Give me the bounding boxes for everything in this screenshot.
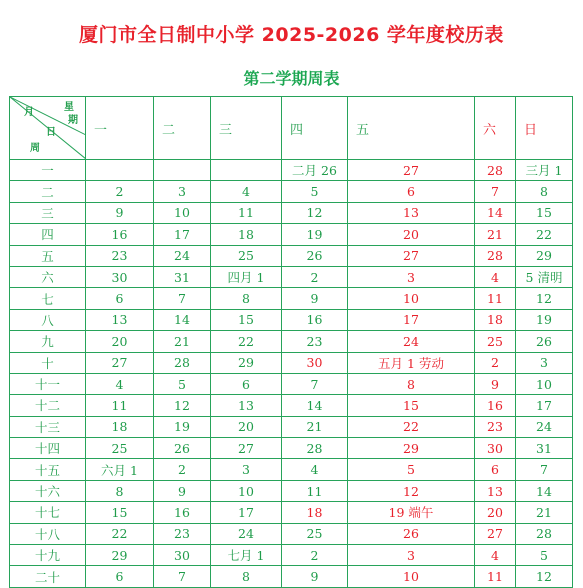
week-row (10, 224, 573, 245)
day-cell: 11 (211, 202, 282, 223)
day-cell: 22 (516, 224, 573, 245)
week-row (10, 331, 573, 352)
header-tuesday: 二 (154, 97, 211, 160)
day-cell: 6 (348, 181, 475, 202)
day-cell: 8 (348, 373, 475, 394)
day-cell: 2 (282, 545, 348, 566)
day-cell: 26 (348, 523, 475, 544)
day-cell: 30 (86, 266, 154, 287)
day-cell: 8 (211, 288, 282, 309)
day-cell: 8 (86, 480, 154, 501)
day-cell: 29 (348, 438, 475, 459)
day-cell: 10 (154, 202, 211, 223)
week-number-cell: 十八 (10, 523, 86, 544)
week-row (10, 309, 573, 330)
week-number-cell: 十九 (10, 545, 86, 566)
day-cell: 25 (211, 245, 282, 266)
day-cell: 6 (475, 459, 516, 480)
day-cell: 4 (475, 545, 516, 566)
day-cell: 19 (282, 224, 348, 245)
corner-label-day: 日 (46, 127, 56, 138)
day-cell: 10 (348, 288, 475, 309)
day-cell: 19 (516, 309, 573, 330)
week-number-cell: 七 (10, 288, 86, 309)
day-cell: 28 (516, 523, 573, 544)
day-cell: 27 (348, 245, 475, 266)
week-row (10, 266, 573, 287)
day-cell: 29 (516, 245, 573, 266)
day-cell: 11 (282, 480, 348, 501)
day-cell: 15 (211, 309, 282, 330)
day-cell: 10 (348, 566, 475, 587)
day-cell: 14 (154, 309, 211, 330)
day-cell: 7 (475, 181, 516, 202)
day-cell: 4 (475, 266, 516, 287)
week-row (10, 438, 573, 459)
day-cell: 7 (154, 288, 211, 309)
day-cell: 10 (516, 373, 573, 394)
day-cell: 5 (348, 459, 475, 480)
day-cell: 25 (475, 331, 516, 352)
day-cell: 12 (348, 480, 475, 501)
day-cell: 21 (154, 331, 211, 352)
day-cell: 六月 1 (86, 459, 154, 480)
day-cell: 12 (282, 202, 348, 223)
day-cell: 11 (86, 395, 154, 416)
day-cell: 20 (348, 224, 475, 245)
day-cell: 10 (211, 480, 282, 501)
day-cell: 23 (86, 245, 154, 266)
week-row (10, 202, 573, 223)
day-cell: 23 (154, 523, 211, 544)
header-wednesday: 三 (211, 97, 282, 160)
week-number-cell: 三 (10, 202, 86, 223)
day-cell: 27 (211, 438, 282, 459)
day-cell (86, 160, 154, 181)
day-cell: 12 (154, 395, 211, 416)
day-cell: 31 (516, 438, 573, 459)
day-cell: 24 (516, 416, 573, 437)
day-cell: 8 (211, 566, 282, 587)
header-friday: 五 (348, 97, 475, 160)
day-cell: 22 (211, 331, 282, 352)
day-cell: 14 (475, 202, 516, 223)
day-cell: 三月 1 (516, 160, 573, 181)
day-cell: 9 (86, 202, 154, 223)
day-cell: 3 (348, 545, 475, 566)
day-cell: 18 (282, 502, 348, 523)
day-cell: 24 (211, 523, 282, 544)
day-cell: 25 (86, 438, 154, 459)
week-number-cell: 二十 (10, 566, 86, 587)
day-cell: 20 (86, 331, 154, 352)
day-cell: 16 (154, 502, 211, 523)
week-row (10, 288, 573, 309)
week-row (10, 373, 573, 394)
day-cell: 28 (475, 160, 516, 181)
day-cell: 14 (516, 480, 573, 501)
day-cell: 22 (86, 523, 154, 544)
day-cell: 23 (282, 331, 348, 352)
day-cell: 21 (475, 224, 516, 245)
week-number-cell: 十 (10, 352, 86, 373)
day-cell: 7 (154, 566, 211, 587)
day-cell: 21 (516, 502, 573, 523)
day-cell: 5 (282, 181, 348, 202)
day-cell: 29 (86, 545, 154, 566)
week-number-cell: 十三 (10, 416, 86, 437)
week-number-cell: 十六 (10, 480, 86, 501)
day-cell: 17 (154, 224, 211, 245)
day-cell: 17 (516, 395, 573, 416)
week-number-cell: 二 (10, 181, 86, 202)
day-cell: 30 (475, 438, 516, 459)
week-number-cell: 五 (10, 245, 86, 266)
week-row (10, 545, 573, 566)
week-number-cell: 八 (10, 309, 86, 330)
day-cell: 30 (154, 545, 211, 566)
week-number-cell: 四 (10, 224, 86, 245)
day-cell: 2 (475, 352, 516, 373)
day-cell: 四月 1 (211, 266, 282, 287)
week-number-cell: 六 (10, 266, 86, 287)
day-cell: 2 (282, 266, 348, 287)
day-cell: 22 (348, 416, 475, 437)
week-number-cell: 一 (10, 160, 86, 181)
corner-label-qi: 期 (68, 115, 78, 126)
day-cell: 17 (348, 309, 475, 330)
day-cell: 5 清明 (516, 266, 573, 287)
week-number-cell: 十一 (10, 373, 86, 394)
day-cell: 12 (516, 566, 573, 587)
page-title: 厦门市全日制中小学 2025-2026 学年度校历表 (79, 24, 504, 46)
day-cell: 25 (282, 523, 348, 544)
week-number-cell: 十五 (10, 459, 86, 480)
day-cell: 19 (154, 416, 211, 437)
week-row (10, 245, 573, 266)
day-cell (211, 160, 282, 181)
day-cell: 3 (516, 352, 573, 373)
day-cell: 4 (282, 459, 348, 480)
day-cell: 3 (348, 266, 475, 287)
week-row (10, 416, 573, 437)
header-monday: 一 (86, 97, 154, 160)
day-cell: 二月 26 (282, 160, 348, 181)
week-row (10, 352, 573, 373)
header-sunday: 日 (516, 97, 573, 160)
corner-label-week: 周 (30, 143, 40, 154)
day-cell: 16 (475, 395, 516, 416)
week-row (10, 459, 573, 480)
week-row (10, 566, 573, 587)
week-number-cell: 十四 (10, 438, 86, 459)
day-cell: 16 (282, 309, 348, 330)
calendar-table (9, 96, 573, 588)
day-cell: 14 (282, 395, 348, 416)
day-cell: 五月 1 劳动 (348, 352, 475, 373)
day-cell: 2 (86, 181, 154, 202)
day-cell: 9 (282, 566, 348, 587)
day-cell: 13 (348, 202, 475, 223)
day-cell: 27 (475, 523, 516, 544)
day-cell: 20 (211, 416, 282, 437)
day-cell: 2 (154, 459, 211, 480)
day-cell: 20 (475, 502, 516, 523)
day-cell: 13 (211, 395, 282, 416)
header-saturday: 六 (475, 97, 516, 160)
day-cell: 27 (348, 160, 475, 181)
week-number-cell: 十七 (10, 502, 86, 523)
day-cell: 16 (86, 224, 154, 245)
day-cell: 30 (282, 352, 348, 373)
day-cell: 18 (475, 309, 516, 330)
day-cell: 11 (475, 288, 516, 309)
week-row (10, 523, 573, 544)
week-row (10, 181, 573, 202)
day-cell: 26 (282, 245, 348, 266)
day-cell: 26 (154, 438, 211, 459)
day-cell: 5 (154, 373, 211, 394)
day-cell: 28 (154, 352, 211, 373)
day-cell: 11 (475, 566, 516, 587)
day-cell: 3 (211, 459, 282, 480)
day-cell: 七月 1 (211, 545, 282, 566)
week-number-cell: 十二 (10, 395, 86, 416)
corner-label-month: 月 (24, 107, 34, 118)
day-cell (154, 160, 211, 181)
header-row (10, 97, 573, 160)
day-cell: 15 (86, 502, 154, 523)
day-cell: 13 (86, 309, 154, 330)
day-cell: 4 (86, 373, 154, 394)
day-cell: 9 (282, 288, 348, 309)
day-cell: 3 (154, 181, 211, 202)
day-cell: 12 (516, 288, 573, 309)
day-cell: 8 (516, 181, 573, 202)
day-cell: 28 (282, 438, 348, 459)
day-cell: 13 (475, 480, 516, 501)
day-cell: 26 (516, 331, 573, 352)
day-cell: 18 (86, 416, 154, 437)
day-cell: 23 (475, 416, 516, 437)
day-cell: 28 (475, 245, 516, 266)
day-cell: 17 (211, 502, 282, 523)
day-cell: 5 (516, 545, 573, 566)
day-cell: 9 (154, 480, 211, 501)
day-cell: 24 (154, 245, 211, 266)
day-cell: 9 (475, 373, 516, 394)
day-cell: 19 端午 (348, 502, 475, 523)
week-row (10, 160, 573, 181)
header-thursday: 四 (282, 97, 348, 160)
week-row (10, 480, 573, 501)
day-cell: 15 (348, 395, 475, 416)
day-cell: 6 (86, 288, 154, 309)
day-cell: 15 (516, 202, 573, 223)
week-row (10, 502, 573, 523)
day-cell: 6 (86, 566, 154, 587)
day-cell: 27 (86, 352, 154, 373)
day-cell: 24 (348, 331, 475, 352)
day-cell: 18 (211, 224, 282, 245)
day-cell: 31 (154, 266, 211, 287)
day-cell: 21 (282, 416, 348, 437)
day-cell: 6 (211, 373, 282, 394)
day-cell: 4 (211, 181, 282, 202)
week-row (10, 395, 573, 416)
page-subtitle: 第二学期周表 (243, 69, 340, 88)
corner-header-cell (10, 97, 86, 160)
week-number-cell: 九 (10, 331, 86, 352)
day-cell: 29 (211, 352, 282, 373)
corner-label-xing: 星 (64, 102, 74, 113)
day-cell: 7 (516, 459, 573, 480)
day-cell: 7 (282, 373, 348, 394)
